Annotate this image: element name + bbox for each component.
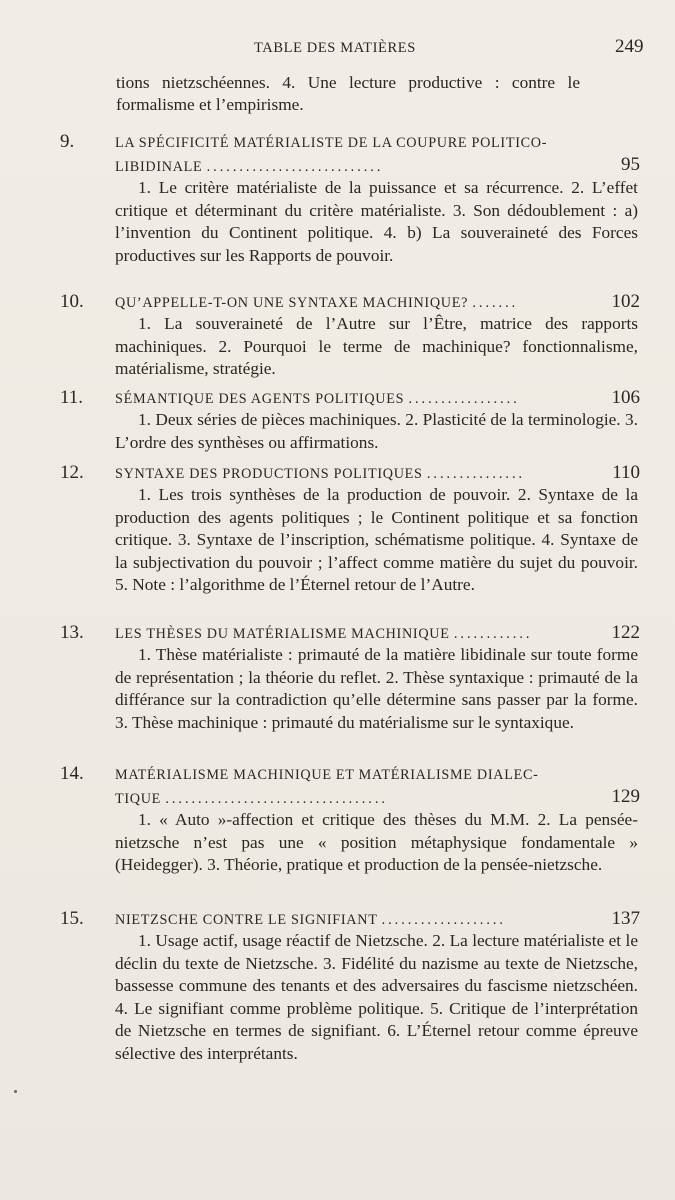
entry-title bbox=[115, 622, 575, 646]
page-number: 249 bbox=[615, 36, 644, 57]
entry-description: 1. Usage actif, usage réactif de Nietzsche. 2. La lecture matérialiste et le déclin du texte de Nietzsche. 3. Fidélité du nazisme au texte de Nietzsche, bassesse commune des tenants et des adversaires du fascisme nietzschéen. 4. Le signifiant comme problème politique. 5. Critique de l’interprétation de Nietzsche en termes de signifiant. 6. L’Éternel retour comme épreuve sélective des interprétants. bbox=[115, 931, 638, 1063]
entry-title bbox=[115, 131, 575, 179]
entry-description: 1. La souveraineté de l’Autre sur l’Être, matrice des rapports machiniques. 2. Pourquoi le terme de machinique? fonctionnalisme, matérialisme, stratégie. bbox=[115, 314, 638, 379]
toc-entry-9 bbox=[60, 130, 640, 290]
entry-title-line-1: SÉMANTIQUE DES AGENTS POLITIQUES bbox=[115, 391, 405, 407]
entry-page: 137 bbox=[611, 908, 640, 929]
entry-page: 122 bbox=[611, 622, 640, 643]
entry-title-line-1: MATÉRIALISME MACHINIQUE ET MATÉRIALISME DIALEC- bbox=[115, 767, 539, 783]
leader-dots: ................. bbox=[408, 391, 520, 407]
entry-title-line-1: NIETZSCHE CONTRE LE SIGNIFIANT bbox=[115, 912, 378, 928]
leader-dots: .................................. bbox=[165, 791, 388, 807]
leader-dots: ................... bbox=[381, 912, 506, 928]
toc-entry-13 bbox=[60, 621, 640, 751]
entry-title bbox=[115, 462, 575, 486]
toc-entry-15 bbox=[60, 907, 640, 1087]
entry-title-line-2: LIBIDINALE bbox=[115, 159, 203, 175]
entry-description: 1. Thèse matérialiste : primauté de la matière libidinale sur toute forme de représentation ; la théorie du reflet. 2. Thèse syntaxique : primauté de la différance sur la contradiction qu’elle détermine sans passer par la forme. 3. Thèse machinique : primauté du matérialisme sur le syntaxique. bbox=[115, 645, 638, 732]
entry-title-line-1: LES THÈSES DU MATÉRIALISME MACHINIQUE bbox=[115, 626, 450, 642]
entry-page: 110 bbox=[612, 462, 640, 483]
entry-number: 13. bbox=[60, 622, 84, 643]
entry-title-line-1: QU’APPELLE-T-ON UNE SYNTAXE MACHINIQUE? bbox=[115, 295, 469, 311]
entry-number: 9. bbox=[60, 131, 75, 152]
toc-entry-14 bbox=[60, 762, 640, 902]
entry-page: 102 bbox=[611, 291, 640, 312]
entry-page: 95 bbox=[621, 154, 640, 175]
leader-dots: ....... bbox=[472, 295, 519, 311]
entry-number: 15. bbox=[60, 908, 84, 929]
running-head-title: TABLE DES MATIÈRES bbox=[254, 40, 416, 56]
entry-description: 1. Deux séries de pièces machiniques. 2. Plasticité de la terminologie. 3. L’ordre des synthèses ou affirmations. bbox=[115, 410, 638, 452]
toc-entry-12 bbox=[60, 461, 640, 621]
running-head bbox=[0, 36, 675, 60]
entry-number: 12. bbox=[60, 462, 84, 483]
entry-title-line-1: LA SPÉCIFICITÉ MATÉRIALISTE DE LA COUPURE POLITICO- bbox=[115, 135, 548, 151]
entry-description: 1. Le critère matérialiste de la puissance et sa récurrence. 2. L’effet critique et déterminant du critère matérialiste. 3. Son dédoublement : a) l’invention du Continent politique. 4. b) La souveraineté des Forces productives sur les Rapports de pouvoir. bbox=[115, 178, 638, 265]
entry-number: 10. bbox=[60, 291, 84, 312]
entry-page: 129 bbox=[611, 786, 640, 807]
entry-title bbox=[115, 763, 575, 811]
toc-entry-10 bbox=[60, 290, 640, 380]
entry-title-line-2: TIQUE bbox=[115, 791, 162, 807]
entry-description: 1. Les trois synthèses de la production de pouvoir. 2. Syntaxe de la production des agents politiques ; le Continent politique et sa fonction critique. 3. Syntaxe de l’inscription, schématisme politique. 4. Syntaxe de la subjectivation du pouvoir ; l’affect comme matière du sujet du pouvoir. 5. Note : l’algorithme de l’Éternel retour de l’Autre. bbox=[115, 485, 638, 595]
entry-number: 14. bbox=[60, 763, 84, 784]
leader-dots: ........................... bbox=[206, 159, 384, 175]
leader-dots: ............... bbox=[426, 466, 526, 482]
entry-number: 11. bbox=[60, 387, 84, 408]
continuation-paragraph: tions nietzschéennes. 4. Une lecture productive : contre le formalisme et l’empirisme. bbox=[116, 73, 580, 114]
toc-entry-11 bbox=[60, 386, 640, 456]
entry-title bbox=[115, 291, 575, 315]
entry-page: 106 bbox=[611, 387, 640, 408]
leader-dots: ............ bbox=[453, 626, 533, 642]
entry-title bbox=[115, 908, 575, 932]
paper-speck bbox=[14, 1090, 17, 1093]
entry-description: 1. « Auto »-affection et critique des thèses du M.M. 2. La pensée-nietzsche n’est pas une « position métaphysique fondamentale » (Heidegger). 3. Théorie, pratique et production de la pensée-nietzsche. bbox=[115, 810, 638, 875]
entry-title-line-1: SYNTAXE DES PRODUCTIONS POLITIQUES bbox=[115, 466, 423, 482]
entry-title bbox=[115, 387, 575, 411]
